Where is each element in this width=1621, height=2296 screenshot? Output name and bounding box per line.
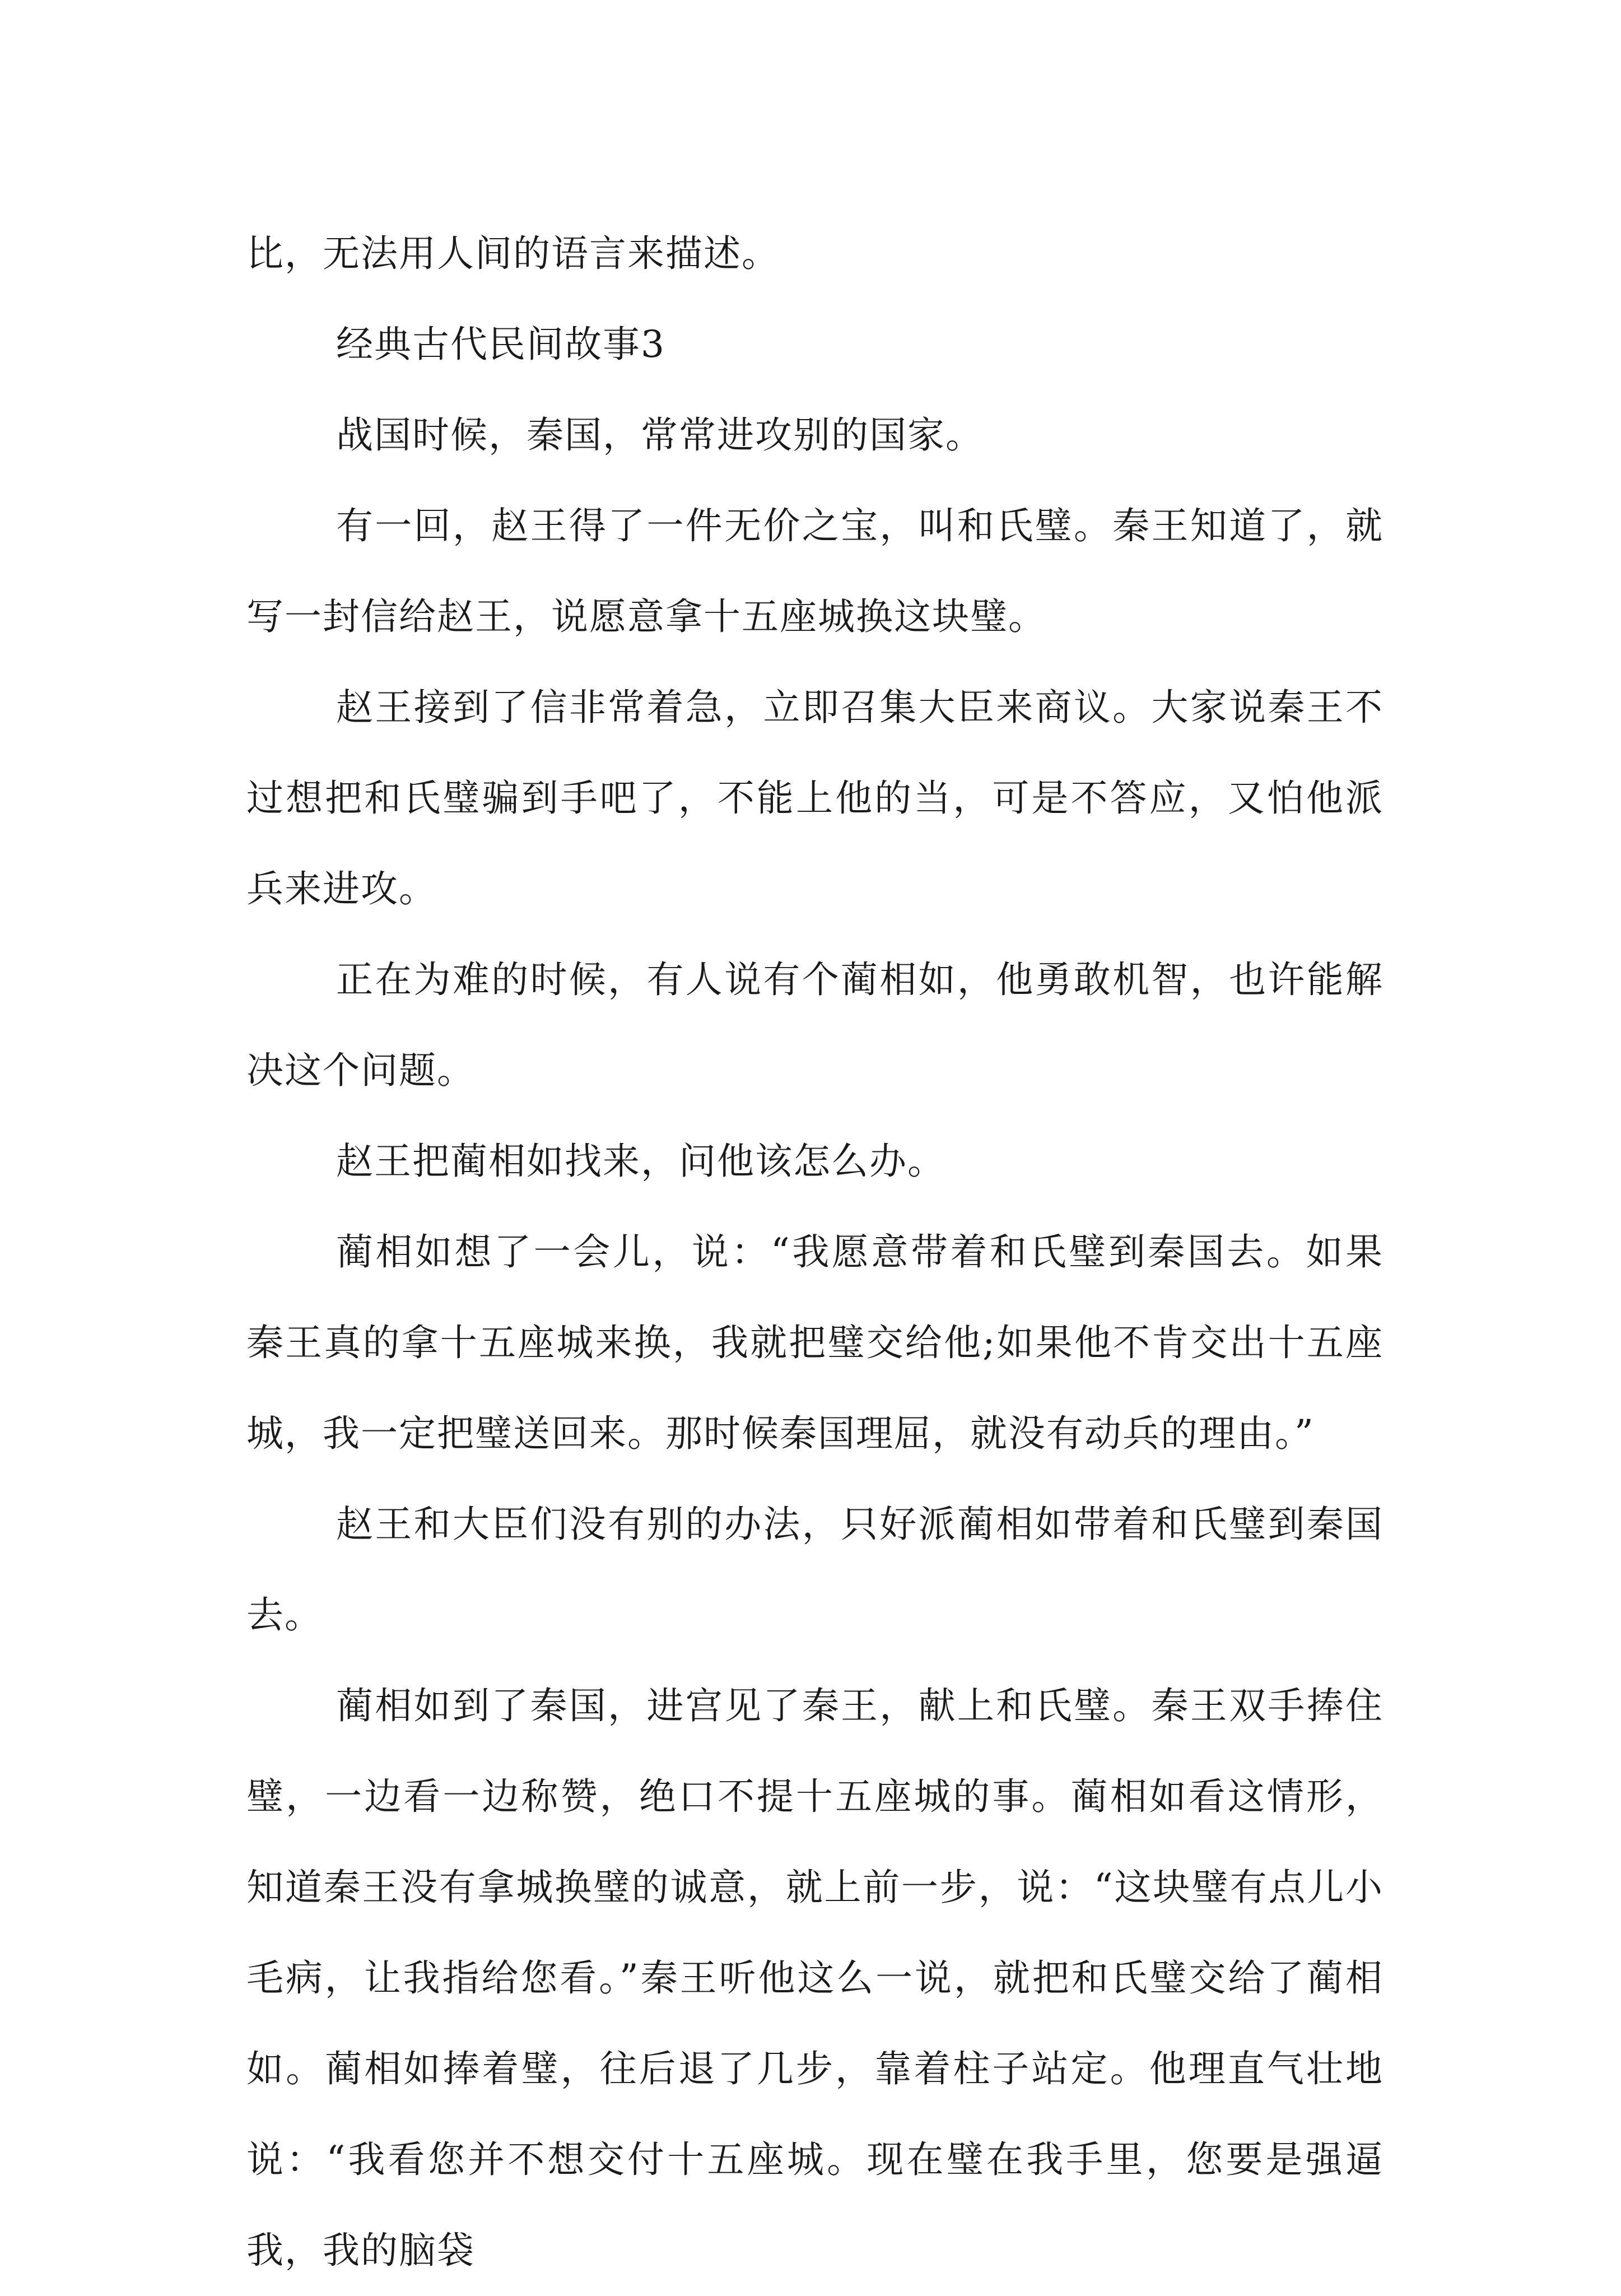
document-body <box>246 208 1384 2296</box>
paragraph: 有一回，赵王得了一件无价之宝，叫和氏璧。秦王知道了，就写一封信给赵王，说愿意拿十五座城换这块璧。 <box>246 504 1384 638</box>
paragraph: 赵王和大臣们没有别的办法，只好派蔺相如带着和氏璧到秦国去。 <box>246 1503 1384 1637</box>
section-heading: 经典古代民间故事3 <box>336 323 665 366</box>
paragraph: 战国时候，秦国，常常进攻别的国家。 <box>336 413 984 457</box>
paragraph: 赵王接到了信非常着急，立即召集大臣来商议。大家说秦王不过想把和氏璧骗到手吧了，不能上他的当，可是不答应，又怕他派兵来进攻。 <box>246 686 1384 910</box>
paragraph: 蔺相如到了秦国，进宫见了秦王，献上和氏璧。秦王双手捧住璧，一边看一边称赞，绝口不提十五座城的事。蔺相如看这情形，知道秦王没有拿城换璧的诚意，就上前一步，说：“这块璧有点儿小毛病，让我指给您看。”秦王听他这么一说，就把和氏璧交给了蔺相如。蔺相如捧着璧，往后退了几步，靠着柱子站定。他理直气壮地说：“我看您并不想交付十五座城。现在璧在我手里，您要是强逼我，我的脑袋 <box>246 1684 1384 2272</box>
paragraph-continuation: 比，无法用人间的语言来描述。 <box>246 232 780 275</box>
paragraph: 正在为难的时候，有人说有个蔺相如，他勇敢机智，也许能解决这个问题。 <box>246 958 1384 1092</box>
paragraph: 蔺相如想了一会儿，说：“我愿意带着和氏璧到秦国去。如果秦王真的拿十五座城来换，我就把璧交给他;如果他不肯交出十五座城，我一定把璧送回来。那时候秦国理屈，就没有动兵的理由。” <box>246 1230 1384 1455</box>
paragraph: 赵王把蔺相如找来，问他该怎么办。 <box>336 1140 945 1183</box>
